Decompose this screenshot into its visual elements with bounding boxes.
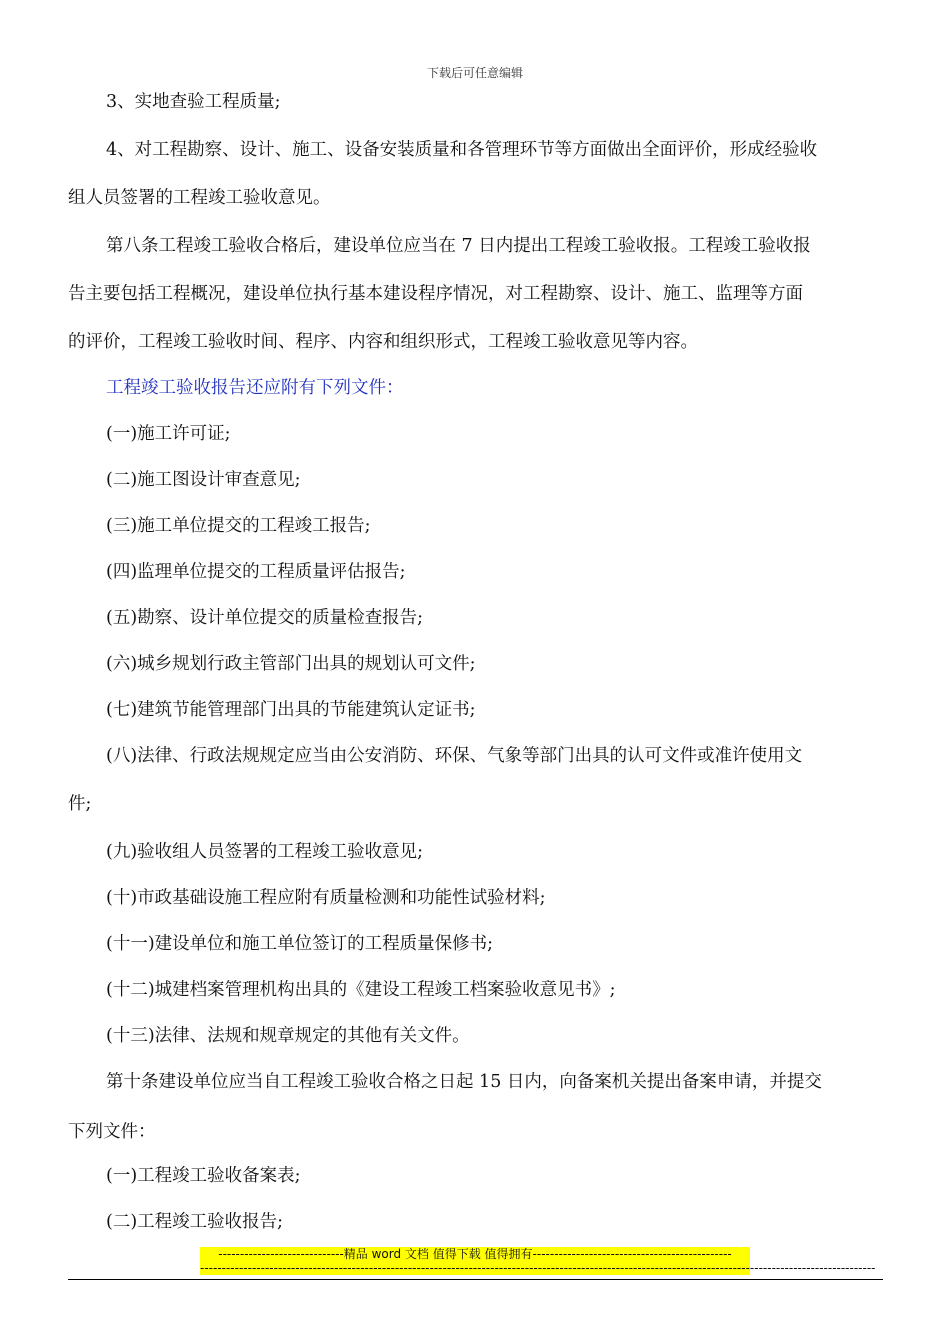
- article-8-line2: 告主要包括工程概况，建设单位执行基本建设程序情况，对工程勘察、设计、施工、监理等方面: [68, 284, 803, 304]
- article-8-line3: 的评价，工程竣工验收时间、程序、内容和组织形式，工程竣工验收意见等内容。: [68, 332, 698, 352]
- list-item-5: (五)勘察、设计单位提交的质量检查报告;: [106, 608, 424, 628]
- footer-banner-line2: ------------------------------------------------------------------------------------------------------------------------------------------------------------: [200, 1261, 876, 1275]
- list-item-8: (八)法律、行政法规规定应当由公安消防、环保、气象等部门出具的认可文件或准许使用文: [106, 746, 803, 766]
- paragraph-item-3: 3、实地查验工程质量;: [106, 92, 281, 112]
- list-item-4: (四)监理单位提交的工程质量评估报告;: [106, 562, 406, 582]
- list-item-12: (十二)城建档案管理机构出具的《建设工程竣工档案验收意见书》;: [106, 980, 616, 1000]
- article-10: 第十条建设单位应当自工程竣工验收合格之日起 15 日内，向备案机关提出备案申请，并提交: [106, 1072, 822, 1092]
- paragraph-item-4: 4、对工程勘察、设计、施工、设备安装质量和各管理环节等方面做出全面评价，形成经验收: [106, 140, 818, 160]
- list-item-2: (二)施工图设计审查意见;: [106, 470, 301, 490]
- list-item-7: (七)建筑节能管理部门出具的节能建筑认定证书;: [106, 700, 476, 720]
- page-header: 下载后可任意编辑: [426, 66, 523, 80]
- paragraph-item-4-cont: 组人员签署的工程竣工验收意见。: [68, 188, 331, 208]
- article-8: 第八条工程竣工验收合格后，建设单位应当在 7 日内提出工程竣工验收报。工程竣工验收报: [106, 236, 811, 256]
- list-item-3: (三)施工单位提交的工程竣工报告;: [106, 516, 371, 536]
- filing-list-item-1: (一)工程竣工验收备案表;: [106, 1166, 301, 1186]
- list-item-10: (十)市政基础设施工程应附有质量检测和功能性试验材料;: [106, 888, 546, 908]
- list-item-1: (一)施工许可证;: [106, 424, 231, 444]
- article-10-cont: 下列文件：: [68, 1122, 156, 1142]
- list-item-11: (十一)建设单位和施工单位签订的工程质量保修书;: [106, 934, 494, 954]
- list-item-8-cont: 件;: [68, 794, 92, 814]
- footer-banner-line1: -----------------------------精品 word 文档 值得下载 值得拥有----------------------------------------------: [200, 1247, 750, 1261]
- list-item-9: (九)验收组人员签署的工程竣工验收意见;: [106, 842, 424, 862]
- list-item-13: (十三)法律、法规和规章规定的其他有关文件。: [106, 1026, 470, 1046]
- footer-divider: [68, 1279, 883, 1280]
- attachments-heading: 工程竣工验收报告还应附有下列文件：: [106, 378, 404, 398]
- list-item-6: (六)城乡规划行政主管部门出具的规划认可文件;: [106, 654, 476, 674]
- filing-list-item-2: (二)工程竣工验收报告;: [106, 1212, 284, 1232]
